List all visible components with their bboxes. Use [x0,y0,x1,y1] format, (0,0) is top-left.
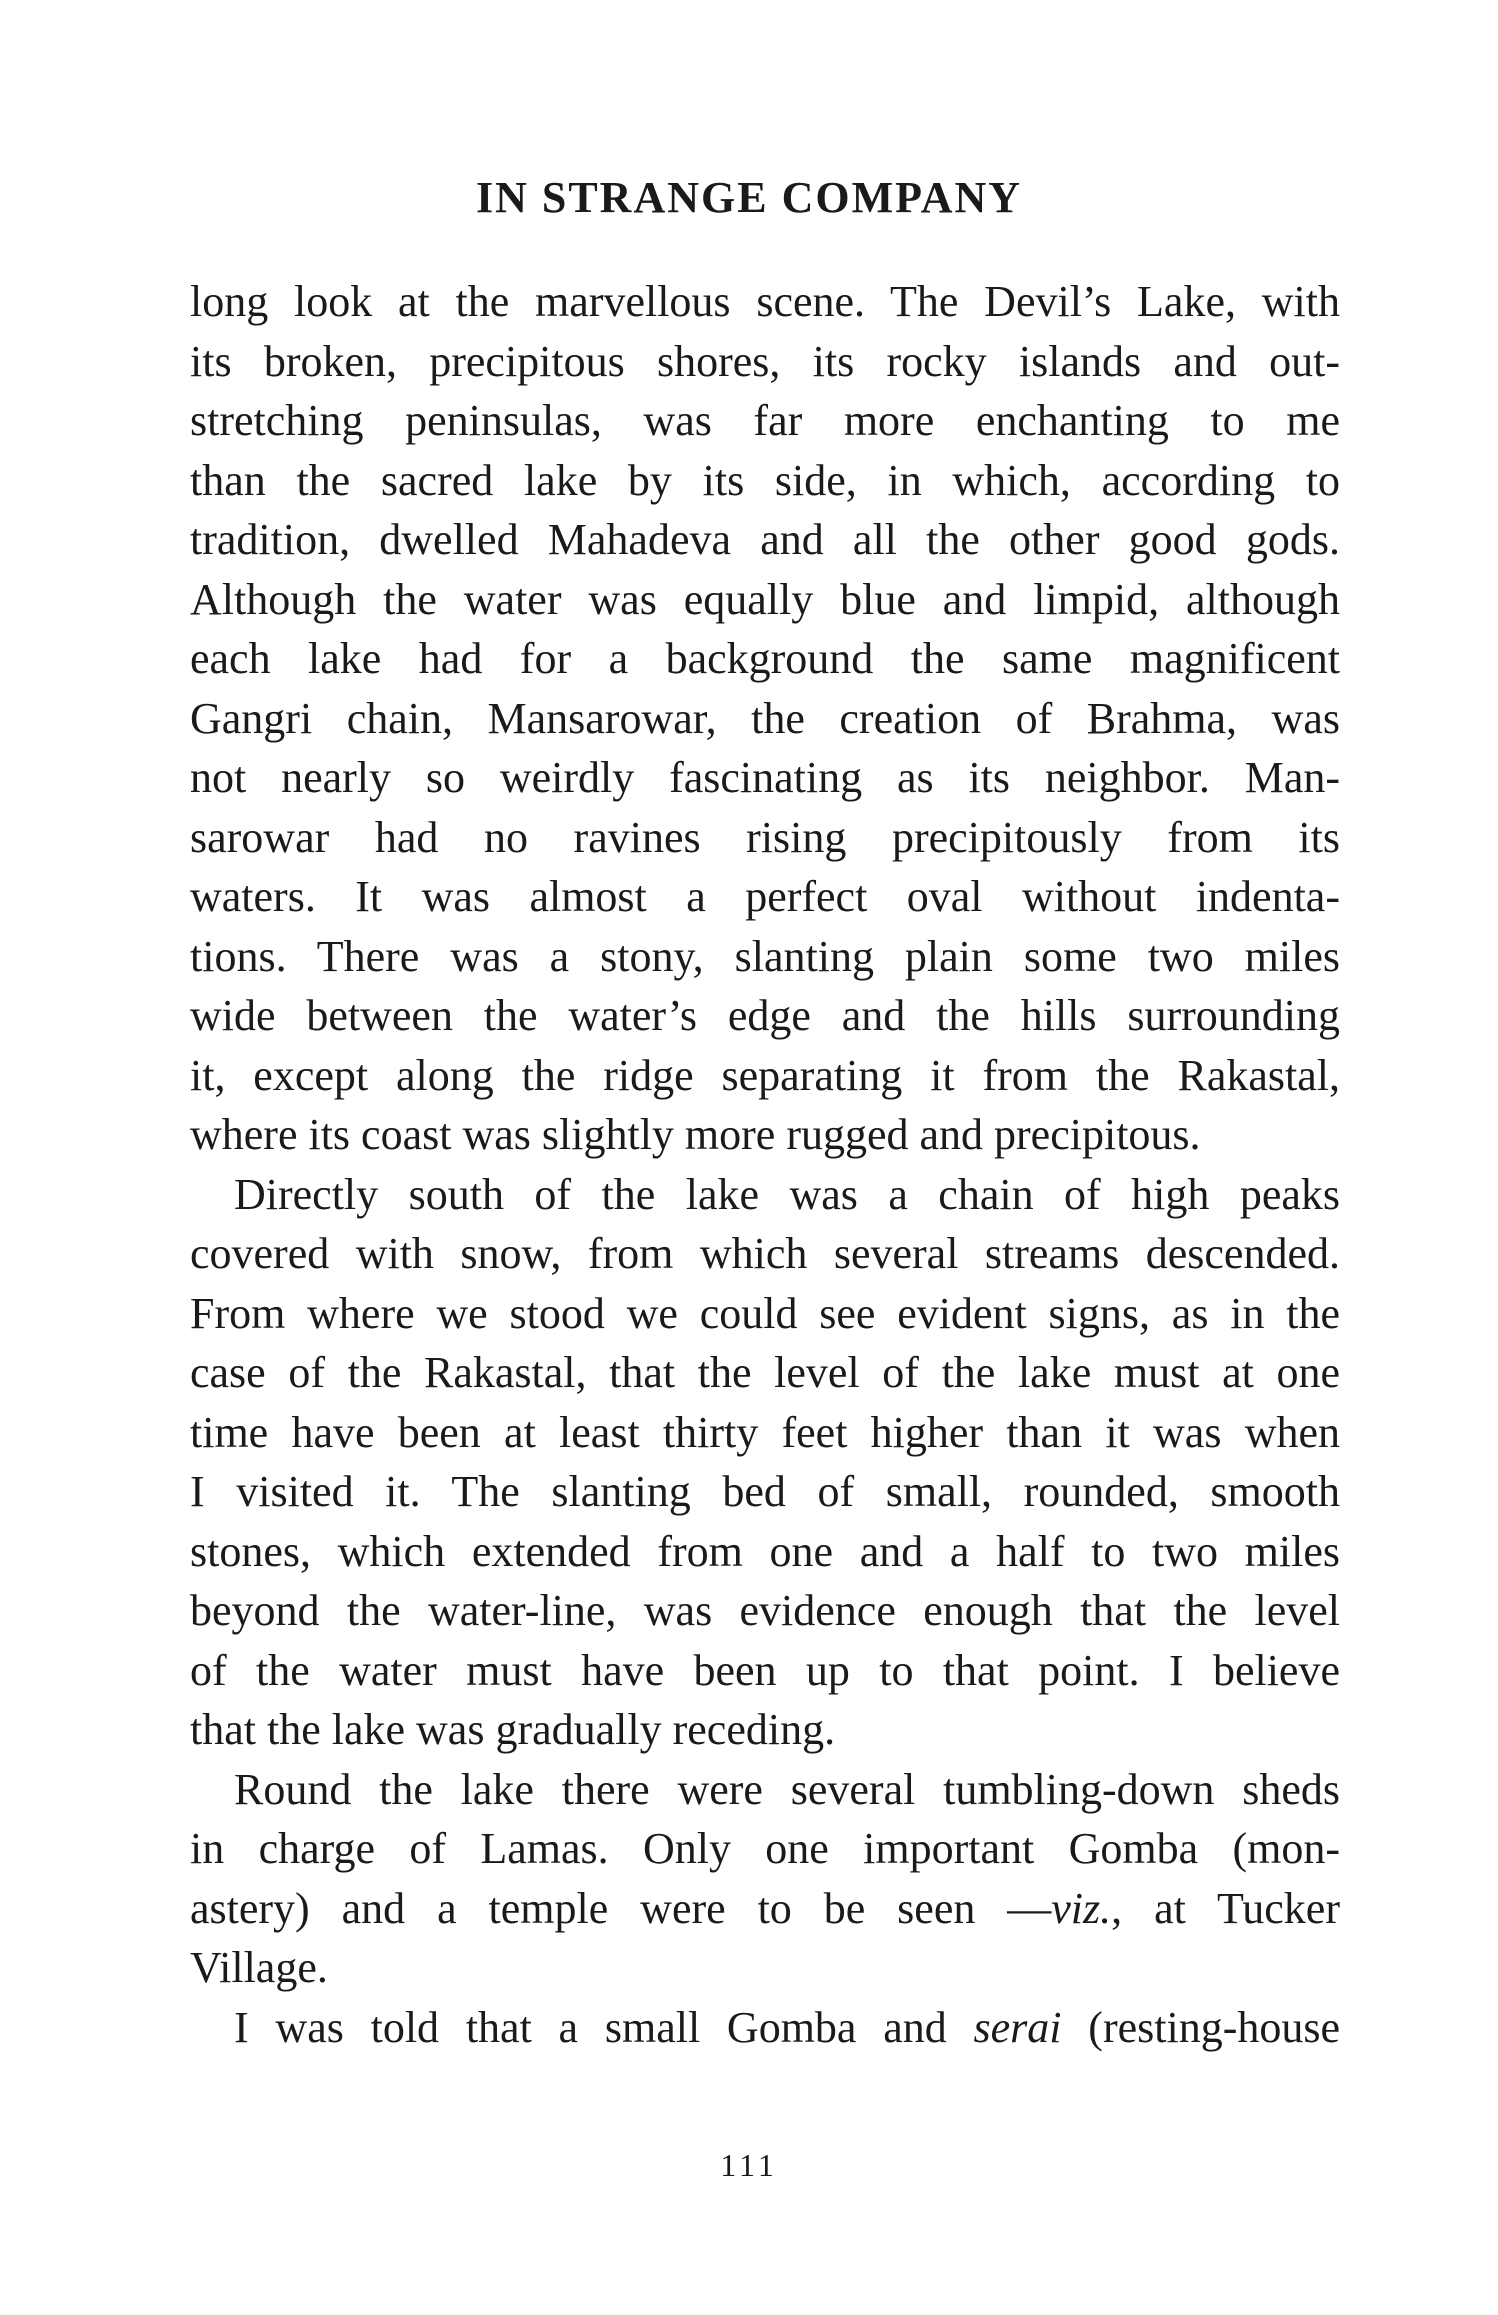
text-line: not nearly so weirdly fascinating as its neighbor. Man- [190,753,1340,802]
text-line: tradition, dwelled Mahadeva and all the other good gods. [190,515,1340,564]
text-line: than the sacred lake by its side, in which, according to [190,455,1340,505]
text-line: stones, which extended from one and a half to two miles [190,1526,1340,1576]
text-line: Round the lake there were several tumbling-down sheds [234,1764,1340,1814]
text-line: covered with snow, from which several streams descended. [190,1229,1340,1278]
text-line: waters. It was almost a perfect oval without indenta- [190,872,1340,921]
text-line: Directly south of the lake was a chain of high peaks [234,1169,1340,1219]
text-line: From where we stood we could see evident signs, as in the [190,1288,1340,1338]
text-line: beyond the water-line, was evidence enough that the level [190,1586,1340,1635]
text-line: I was told that a small Gomba and serai (resting-house [234,2002,1341,2052]
text-line: that the lake was gradually receding. [190,1705,836,1754]
body-text [190,272,1340,2057]
text-line: Although the water was equally blue and limpid, although [190,574,1340,624]
text-line: stretching peninsulas, was far more enchanting to me [190,396,1340,445]
text-line: time have been at least thirty feet higher than it was when [190,1407,1340,1457]
text-line: wide between the water’s edge and the hills surrounding [190,991,1340,1040]
text-line: sarowar had no ravines rising precipitously from its [190,812,1340,862]
text-line: of the water must have been up to that point. I believe [190,1645,1340,1695]
text-line: it, except along the ridge separating it from the Rakastal, [190,1050,1340,1100]
text-line: astery) and a temple were to be seen —viz., at Tucker [190,1883,1340,1933]
text-line: Village. [190,1943,328,1992]
text-line: each lake had for a background the same magnificent [190,634,1340,683]
text-line: I visited it. The slanting bed of small, rounded, smooth [190,1467,1340,1516]
text-line: long look at the marvellous scene. The Devil’s Lake, with [190,277,1340,326]
page-number: 111 [720,2147,778,2183]
text-line: in charge of Lamas. Only one important Gomba (mon- [190,1824,1340,1873]
italic-word: viz. [1051,1883,1112,1933]
text-line: Gangri chain, Mansarowar, the creation of Brahma, was [190,693,1340,743]
text-line: its broken, precipitous shores, its rocky islands and out- [190,336,1340,386]
text-line: tions. There was a stony, slanting plain some two miles [190,931,1340,981]
text-line: case of the Rakastal, that the level of the lake must at one [190,1348,1340,1397]
text-line: where its coast was slightly more rugged and precipitous. [190,1110,1201,1159]
italic-word: serai [973,2002,1062,2052]
running-head: IN STRANGE COMPANY [475,173,1023,222]
